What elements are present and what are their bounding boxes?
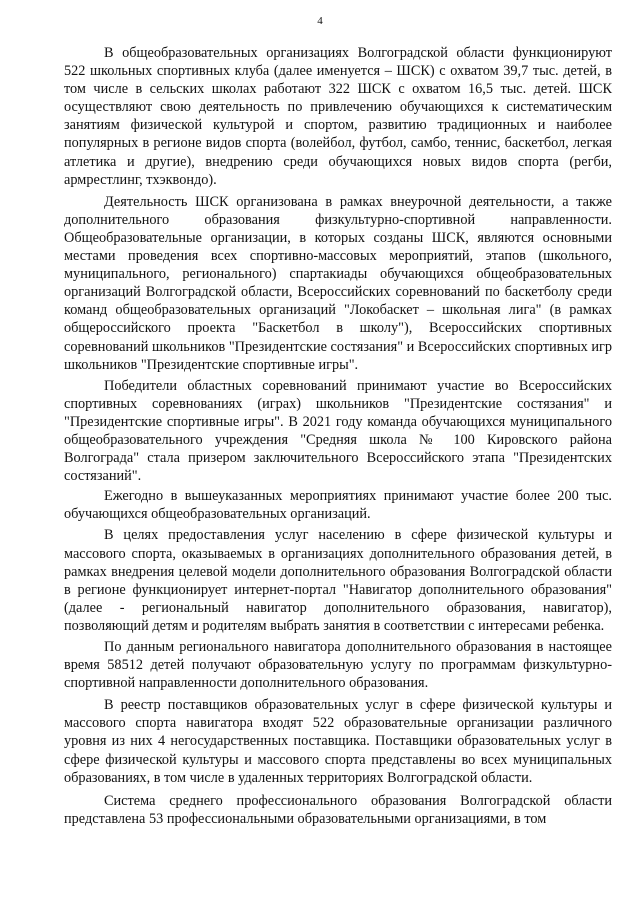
paragraph-navigator-statistics: По данным регионального навигатора дополнительного образования в настоящее время 58512 детей получают образовательную услугу по программам физкультурно-спортивной направленности дополнительного образования. bbox=[64, 639, 612, 692]
paragraph-navigator-portal: В целях предоставления услуг населению в сфере физической культуры и массового спорта, оказываемых в организациях дополнительного образования детей, в рамках внедрения целевой модели дополнительного образования Волгоградской области в регионе функционирует интернет-портал "Навигатор дополнительного образования" (далее - региональный навигатор дополнительного образования, навигатор), позволяющий детям и родителям выбрать занятия в соответствии с интересами ребенка. bbox=[64, 527, 612, 634]
document-body bbox=[64, 44, 612, 828]
page-number: 4 bbox=[317, 15, 323, 27]
paragraph-provider-registry: В реестр поставщиков образовательных услуг в сфере физической культуры и массового спорта навигатора входят 522 образовательные организации различного уровня из них 4 негосударственных поставщика. Поставщики образовательных услуг в сфере физической культуры и массового спорта представлены во всех муниципальных образованиях, в том числе в удаленных территориях Волгоградской области. bbox=[64, 697, 612, 786]
paragraph-vocational-education: Система среднего профессионального образования Волгоградской области представлена 53 профессиональными образовательными организациями, в том bbox=[64, 792, 612, 827]
paragraph-club-activities: Деятельность ШСК организована в рамках внеурочной деятельности, а также дополнительного образования физкультурно-спортивной направленности. Общеобразовательные организации, в которых созданы ШСК, являются основными местами проведения всех спортивно-массовых мероприятий, этапов (школьного, муниципального, регионального) спартакиады обучающихся общеобразовательных организаций Волгоградской области, Всероссийских соревнований по баскетболу среди команд общеобразовательных организаций "Локобаскет – школьная лига" (в рамках общероссийского проекта "Баскетбол в школу"), Всероссийских спортивных соревнований школьников "Президентские состязания" и Всероссийских спортивных игр школьников "Президентские спортивные игры". bbox=[64, 193, 612, 373]
paragraph-school-sports-clubs: В общеобразовательных организациях Волгоградской области функционируют 522 школьных спортивных клуба (далее именуется – ШСК) с охватом 39,7 тыс. детей, в том числе в сельских школах работают 322 ШСК с охватом 16,5 тыс. детей. ШСК осуществляют свою деятельность по привлечению обучающихся к систематическим занятиям физической культурой и спортом, развитию традиционных и наиболее популярных в регионе видов спорта (волейбол, футбол, самбо, теннис, баскетбол, легкая атлетика и другие), внедрению среди обучающихся новых видов спорта (регби, армрестлинг, тхэквондо). bbox=[64, 45, 612, 188]
paragraph-annual-participation: Ежегодно в вышеуказанных мероприятиях принимают участие более 200 тыс. обучающихся общеобразовательных организаций. bbox=[64, 488, 612, 523]
paragraph-competition-winners: Победители областных соревнований принимают участие во Всероссийских спортивных соревнованиях (играх) школьников "Президентские состязания" и "Президентские спортивные игры". В 2021 году команда обучающихся муниципального общеобразовательного учреждения "Средняя школа № 100 Кировского района Волгограда" стала призером заключительного Всероссийского этапа "Президентских состязаний". bbox=[64, 377, 612, 485]
